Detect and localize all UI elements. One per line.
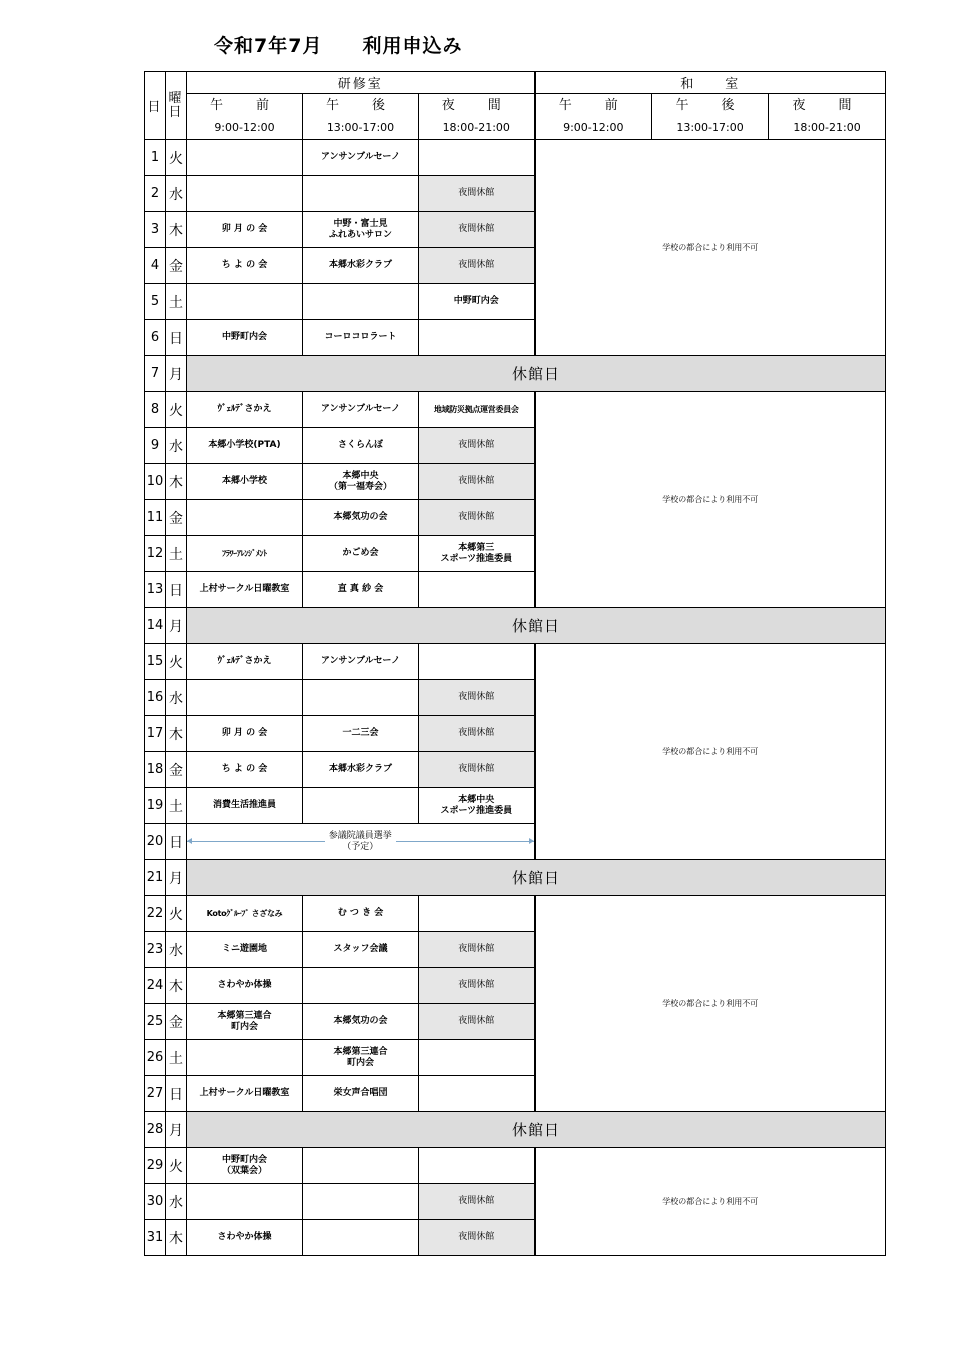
day-number: 30 <box>145 1184 166 1220</box>
weekday: 木 <box>166 464 187 500</box>
day-number: 14 <box>145 608 166 644</box>
booking-cell-am[interactable]: 卯 月 の 会 <box>187 212 303 248</box>
booking-cell-ev[interactable]: 夜間休館 <box>419 716 535 752</box>
day-number: 12 <box>145 536 166 572</box>
booking-cell-ev[interactable] <box>419 896 535 932</box>
booking-cell-pm[interactable]: 本郷第三連合 町内会 <box>303 1040 419 1076</box>
booking-cell-ev[interactable]: 夜間休館 <box>419 212 535 248</box>
election-span-cell[interactable] <box>187 824 535 860</box>
booking-cell-ev[interactable]: 夜間休館 <box>419 428 535 464</box>
day-number: 7 <box>145 356 166 392</box>
day-number: 10 <box>145 464 166 500</box>
weekday: 土 <box>166 284 187 320</box>
slot-header-evening: 夜 間 18:00-21:00 <box>769 94 886 140</box>
weekday: 月 <box>166 1112 187 1148</box>
weekday: 月 <box>166 608 187 644</box>
schedule-table <box>144 71 886 1256</box>
weekday: 木 <box>166 212 187 248</box>
day-number: 15 <box>145 644 166 680</box>
day-number: 18 <box>145 752 166 788</box>
booking-cell-ev[interactable] <box>419 140 535 176</box>
weekday: 水 <box>166 428 187 464</box>
booking-cell-pm[interactable]: 中野・富士見 ふれあいサロン <box>303 212 419 248</box>
booking-cell-am[interactable]: 上村サークル日曜教室 <box>187 1076 303 1112</box>
weekday: 火 <box>166 1148 187 1184</box>
day-number: 22 <box>145 896 166 932</box>
day-number: 28 <box>145 1112 166 1148</box>
day-number: 1 <box>145 140 166 176</box>
day-number: 16 <box>145 680 166 716</box>
day-number: 4 <box>145 248 166 284</box>
booking-cell-ev[interactable] <box>419 572 535 608</box>
washitsu-unavailable-note: 学校の都合により利用不可 <box>535 644 886 860</box>
weekday: 木 <box>166 716 187 752</box>
booking-cell-am[interactable]: 卯 月 の 会 <box>187 716 303 752</box>
weekday: 水 <box>166 680 187 716</box>
washitsu-unavailable-note: 学校の都合により利用不可 <box>535 392 886 608</box>
day-number: 5 <box>145 284 166 320</box>
booking-cell-am[interactable] <box>187 176 303 212</box>
booking-cell-am[interactable]: 中野町内会 <box>187 320 303 356</box>
booking-cell-ev[interactable]: 本郷第三 スポーツ推進委員 <box>419 536 535 572</box>
booking-cell-am[interactable] <box>187 1184 303 1220</box>
day-number: 31 <box>145 1220 166 1256</box>
table-row <box>145 860 886 896</box>
booking-cell-pm[interactable]: 本郷中央 （第一福寿会） <box>303 464 419 500</box>
day-number: 17 <box>145 716 166 752</box>
weekday: 土 <box>166 788 187 824</box>
booking-cell-pm[interactable]: アンサンブルセーノ <box>303 140 419 176</box>
day-number: 13 <box>145 572 166 608</box>
slot-header-afternoon: 午 後 13:00-17:00 <box>652 94 769 140</box>
booking-cell-ev[interactable]: 夜間休館 <box>419 680 535 716</box>
weekday: 月 <box>166 860 187 896</box>
booking-cell-pm[interactable]: 本郷水彩クラブ <box>303 248 419 284</box>
weekday: 金 <box>166 752 187 788</box>
booking-cell-pm[interactable]: む つ き 会 <box>303 896 419 932</box>
day-number: 3 <box>145 212 166 248</box>
slot-header-morning: 午 前 9:00-12:00 <box>187 94 303 140</box>
weekday-column-header: 曜 日 <box>166 72 187 140</box>
booking-cell-am[interactable]: Kotoｸﾞﾙｰﾌﾟ さざなみ <box>187 896 303 932</box>
table-row <box>145 1148 886 1184</box>
weekday: 土 <box>166 536 187 572</box>
weekday: 水 <box>166 1184 187 1220</box>
booking-cell-ev[interactable]: 夜間休館 <box>419 500 535 536</box>
slot-header-evening: 夜 間 18:00-21:00 <box>419 94 535 140</box>
booking-cell-am[interactable]: さわやか体操 <box>187 968 303 1004</box>
booking-cell-am[interactable]: ﾌﾗﾜｰｱﾚﾝｼﾞﾒﾝﾄ <box>187 536 303 572</box>
booking-cell-pm[interactable]: 直 真 紗 会 <box>303 572 419 608</box>
day-number: 29 <box>145 1148 166 1184</box>
booking-cell-am[interactable] <box>187 1040 303 1076</box>
booking-cell-ev[interactable]: 夜間休館 <box>419 752 535 788</box>
table-row <box>145 1112 886 1148</box>
page-title: 令和7年7月 利用申込み <box>214 35 463 57</box>
booking-cell-pm[interactable]: 一二三会 <box>303 716 419 752</box>
booking-cell-pm[interactable] <box>303 968 419 1004</box>
booking-cell-am[interactable]: 本郷第三連合 町内会 <box>187 1004 303 1040</box>
booking-cell-ev[interactable]: 夜間休館 <box>419 932 535 968</box>
day-number: 8 <box>145 392 166 428</box>
booking-cell-ev[interactable]: 夜間休館 <box>419 248 535 284</box>
table-row <box>145 896 886 932</box>
slot-header-afternoon: 午 後 13:00-17:00 <box>303 94 419 140</box>
booking-cell-am[interactable]: 本郷小学校(PTA) <box>187 428 303 464</box>
table-row <box>145 608 886 644</box>
day-number: 24 <box>145 968 166 1004</box>
weekday: 水 <box>166 932 187 968</box>
weekday: 火 <box>166 392 187 428</box>
weekday: 土 <box>166 1040 187 1076</box>
closed-day-label: 休館日 <box>187 860 886 896</box>
booking-cell-pm[interactable]: かごめ会 <box>303 536 419 572</box>
day-number: 6 <box>145 320 166 356</box>
weekday: 月 <box>166 356 187 392</box>
booking-cell-ev[interactable]: 夜間休館 <box>419 1220 535 1256</box>
day-number: 2 <box>145 176 166 212</box>
booking-cell-ev[interactable] <box>419 1076 535 1112</box>
booking-cell-pm[interactable]: 本郷気功の会 <box>303 500 419 536</box>
day-number: 19 <box>145 788 166 824</box>
day-column-header: 日 <box>145 72 166 140</box>
booking-cell-am[interactable] <box>187 500 303 536</box>
day-number: 20 <box>145 824 166 860</box>
booking-cell-ev[interactable]: 夜間休館 <box>419 1004 535 1040</box>
booking-cell-am[interactable]: ち よ の 会 <box>187 248 303 284</box>
weekday: 日 <box>166 824 187 860</box>
weekday: 金 <box>166 1004 187 1040</box>
washitsu-unavailable-note: 学校の都合により利用不可 <box>535 140 886 356</box>
booking-cell-am[interactable]: ち よ の 会 <box>187 752 303 788</box>
booking-cell-am[interactable]: さわやか体操 <box>187 1220 303 1256</box>
booking-cell-am[interactable]: ミニ遊園地 <box>187 932 303 968</box>
booking-cell-am[interactable]: ｳﾞｪﾙﾃﾞさかえ <box>187 644 303 680</box>
day-number: 9 <box>145 428 166 464</box>
booking-cell-pm[interactable] <box>303 788 419 824</box>
booking-cell-pm[interactable]: 本郷気功の会 <box>303 1004 419 1040</box>
booking-cell-pm[interactable]: さくらんぼ <box>303 428 419 464</box>
day-number: 11 <box>145 500 166 536</box>
weekday: 金 <box>166 248 187 284</box>
booking-cell-pm[interactable]: 栄女声合唱団 <box>303 1076 419 1112</box>
booking-cell-ev[interactable] <box>419 320 535 356</box>
closed-day-label: 休館日 <box>187 1112 886 1148</box>
booking-cell-ev[interactable]: 中野町内会 <box>419 284 535 320</box>
booking-cell-pm[interactable]: コーロコロラート <box>303 320 419 356</box>
booking-cell-ev[interactable]: 夜間休館 <box>419 968 535 1004</box>
day-number: 25 <box>145 1004 166 1040</box>
weekday: 木 <box>166 968 187 1004</box>
weekday: 日 <box>166 320 187 356</box>
day-number: 23 <box>145 932 166 968</box>
weekday: 火 <box>166 896 187 932</box>
booking-cell-pm[interactable] <box>303 1220 419 1256</box>
booking-cell-pm[interactable] <box>303 680 419 716</box>
closed-day-label: 休館日 <box>187 608 886 644</box>
weekday: 日 <box>166 1076 187 1112</box>
washitsu-unavailable-note: 学校の都合により利用不可 <box>535 1148 886 1256</box>
booking-cell-pm[interactable] <box>303 176 419 212</box>
booking-cell-am[interactable]: ｳﾞｪﾙﾃﾞさかえ <box>187 392 303 428</box>
table-row <box>145 140 886 176</box>
weekday: 日 <box>166 572 187 608</box>
weekday: 火 <box>166 644 187 680</box>
booking-cell-pm[interactable]: アンサンブルセーノ <box>303 392 419 428</box>
weekday: 木 <box>166 1220 187 1256</box>
table-row <box>145 392 886 428</box>
slot-header-morning: 午 前 9:00-12:00 <box>535 94 652 140</box>
weekday: 金 <box>166 500 187 536</box>
booking-cell-am[interactable] <box>187 680 303 716</box>
day-number: 27 <box>145 1076 166 1112</box>
table-row <box>145 356 886 392</box>
booking-cell-pm[interactable]: 本郷水彩クラブ <box>303 752 419 788</box>
booking-cell-pm[interactable] <box>303 1184 419 1220</box>
booking-cell-am[interactable]: 上村サークル日曜教室 <box>187 572 303 608</box>
washitsu-unavailable-note: 学校の都合により利用不可 <box>535 896 886 1112</box>
booking-cell-am[interactable]: 中野町内会 （双葉会） <box>187 1148 303 1184</box>
booking-cell-ev[interactable]: 夜間休館 <box>419 1184 535 1220</box>
room-washitsu-header: 和 室 <box>535 72 886 94</box>
booking-cell-am[interactable] <box>187 284 303 320</box>
day-number: 21 <box>145 860 166 896</box>
booking-cell-am[interactable]: 消費生活推進員 <box>187 788 303 824</box>
booking-cell-ev[interactable] <box>419 1148 535 1184</box>
table-row <box>145 644 886 680</box>
closed-day-label: 休館日 <box>187 356 886 392</box>
booking-cell-am[interactable]: 本郷小学校 <box>187 464 303 500</box>
room-kenshu-header: 研修室 <box>187 72 535 94</box>
booking-cell-ev[interactable] <box>419 1040 535 1076</box>
booking-cell-pm[interactable] <box>303 1148 419 1184</box>
booking-cell-ev[interactable]: 夜間休館 <box>419 176 535 212</box>
booking-cell-ev[interactable]: 本郷中央 スポーツ推進委員 <box>419 788 535 824</box>
booking-cell-pm[interactable]: アンサンブルセーノ <box>303 644 419 680</box>
booking-cell-am[interactable] <box>187 140 303 176</box>
weekday: 火 <box>166 140 187 176</box>
booking-cell-ev[interactable]: 地域防災拠点運営委員会 <box>419 392 535 428</box>
booking-cell-pm[interactable]: スタッフ会議 <box>303 932 419 968</box>
day-number: 26 <box>145 1040 166 1076</box>
booking-cell-pm[interactable] <box>303 284 419 320</box>
weekday: 水 <box>166 176 187 212</box>
booking-cell-ev[interactable] <box>419 644 535 680</box>
booking-cell-ev[interactable]: 夜間休館 <box>419 464 535 500</box>
election-label: 参議院議員選挙 （予定） <box>325 831 396 852</box>
